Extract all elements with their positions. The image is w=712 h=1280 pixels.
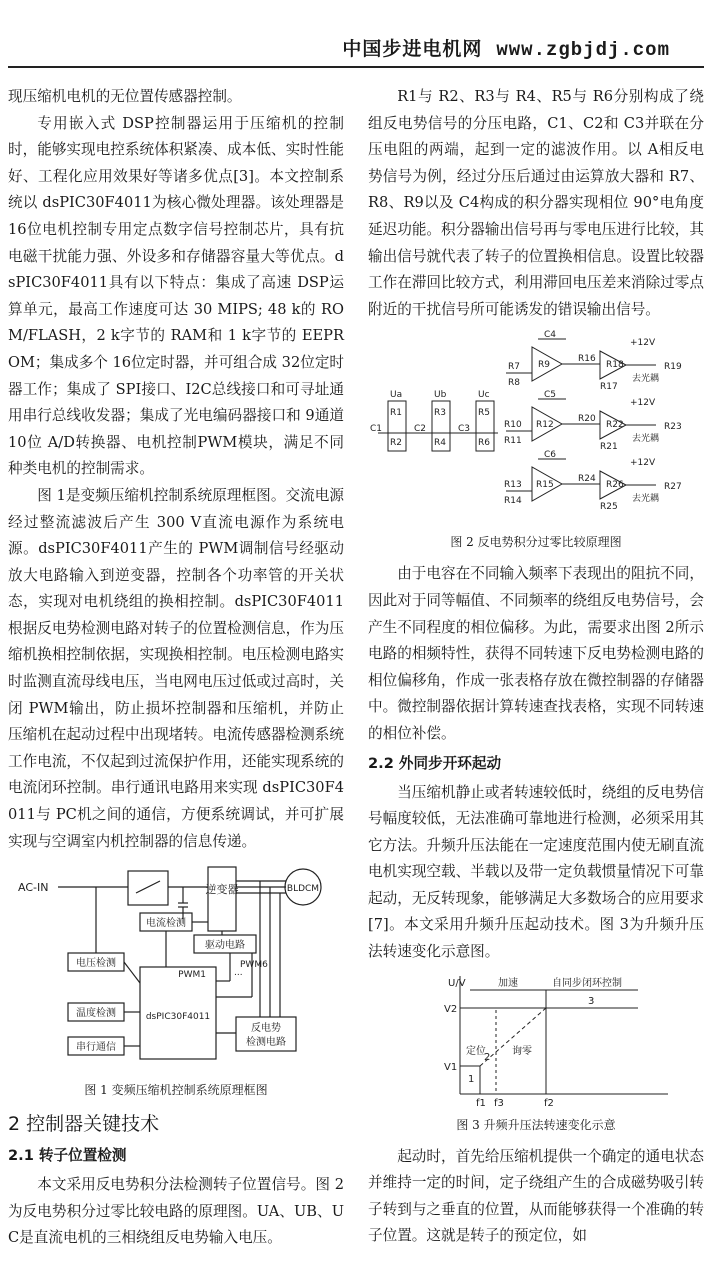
- figure-1-diagram: [8, 863, 344, 1073]
- fig2-opto-c: 去光耦: [632, 494, 660, 505]
- fig2-r4: R4: [434, 438, 446, 449]
- fig2-r16: R16: [578, 354, 596, 365]
- fig2-r26: R26: [606, 480, 624, 491]
- fig2-r1: R1: [390, 408, 402, 419]
- right-paragraph-4: 起动时，首先给压缩机提供一个确定的通电状态并维持一定的时间，定子绕组产生的合成磁势吸引转子转到与之垂直的位置，从而能够获得一个准确的转子位置。这就是转子的预定位，如: [368, 1147, 704, 1245]
- fig2-r7: R7: [508, 362, 520, 373]
- fig2-ua: Ua: [390, 390, 403, 401]
- fig2-r11: R11: [504, 436, 522, 447]
- fig2-c6: C6: [544, 450, 557, 461]
- fig2-r13: R13: [504, 480, 522, 491]
- fig2-r20: R20: [578, 414, 596, 425]
- figure-2: [368, 329, 704, 551]
- figure-1: [8, 863, 344, 1099]
- fig1-bemf-1: 反电势: [251, 1023, 281, 1035]
- left-paragraph-3: 图 1是变频压缩机控制系统原理框图。交流电源经过整流滤波后产生 300 V直流电源作为系统电源。dsPIC30F4011产生的 PWM调制信号经驱动放大电路输入到逆变器，控制各个功率管的开关状态，实现对电机绕组的换相控制。dsPIC30F4011根据反电势检测电路对转子的位置检测信息，作为压缩机换相控制依据，实现换相控制。电压检测电路实时监测直流母线电压，当电网电压过低或过高时，关闭 PWM输出，防止损坏控制器和压缩机，并防止压缩机在起动过程中出现堵转。电流传感器检测系统工作电流，不仅起到过流保护作用，还能实现系统的电流闭环控制。串行通讯电路用来实现 dsPIC30F4011与 PC机之间的通信，方便系统调试，并可扩展实现与空调室内机控制器的信息传递。: [8, 486, 344, 850]
- left-paragraph-2: 专用嵌入式 DSP控制器运用于压缩机的控制时，能够实现电控系统体积紧凑、成本低、实时性能好、工程化应用效果好等诸多优点[3]。本文控制系统以 dsPIC30F4011为核心微处理器。该处理器是 16位电机控制专用定点数字信号控制芯片，具有抗电磁干扰能力强、外设多和存储器容量大等优点。dsPIC30F4011具有以下特点：集成了高速 DSP运算单元，最高工作速度可达 30 MIPS; 48 k的 ROM/FLASH，2 k字节的 RAM和 1 k字节的 EEPROM；集成多个 16位定时器，并可组合成 32位定时器工作；集成了 SPI接口、I2C总线接口和可寻址通用串行总线收发器；集成了光电编码器接口和 9通道 10位 A/D转换器、电机控制PWM模块，满足不同种类电机的控制需求。: [8, 114, 345, 478]
- fig2-c3: C3: [458, 424, 471, 435]
- right-paragraph-3: 当压缩机静止或者转速较低时，绕组的反电势信号幅度较低，无法准确可靠地进行检测，必须采用其它方法。升频升压法能在一定速度范围内使无刷直流电机实现空载、半载以及带一定负载惯量情况下可靠起动，无反转现象，能够满足大多数场合的应用要求[7]。本文采用升频升压起动技术。图 3为升频升压法转速变化示意图。: [368, 783, 704, 961]
- fig2-r14: R14: [504, 496, 522, 507]
- fig2-c5: C5: [544, 390, 557, 401]
- fig2-r6: R6: [478, 438, 490, 449]
- fig2-r5: R5: [478, 408, 490, 419]
- right-column: [368, 84, 704, 1250]
- fig3-f2: f2: [544, 1097, 554, 1108]
- fig3-region-1: 1: [468, 1073, 475, 1085]
- fig2-vcc-b: +12V: [630, 398, 656, 409]
- fig1-mcu: dsPIC30F4011: [145, 1012, 211, 1023]
- fig3-stage-sync: 自同步闭环控制: [552, 977, 622, 989]
- fig2-uc: Uc: [478, 390, 490, 401]
- fig2-ub: Ub: [434, 390, 447, 401]
- fig2-vcc-c: +12V: [630, 458, 656, 469]
- fig2-opto-a: 去光耦: [632, 374, 660, 385]
- fig1-serial: 串行通信: [76, 1042, 116, 1054]
- left-paragraph-1: 现压缩机电机的无位置传感器控制。: [8, 88, 242, 105]
- figure-1-caption: 图 1 变频压缩机控制系统原理框图: [84, 1083, 268, 1098]
- fig2-c4: C4: [544, 330, 557, 341]
- fig1-voltage-detect: 电压检测: [76, 958, 116, 970]
- fig1-temp-detect: 温度检测: [76, 1008, 116, 1020]
- fig2-r27: R27: [664, 482, 682, 493]
- site-url: www.zgbjdj.com: [496, 39, 670, 61]
- site-title: [342, 34, 670, 61]
- site-name: 中国步进电机网: [342, 38, 483, 60]
- fig3-v2: V2: [444, 1003, 458, 1015]
- fig1-drive-circuit: 驱动电路: [205, 940, 245, 952]
- fig3-locate: 定位: [466, 1045, 486, 1057]
- page-header: [0, 0, 712, 66]
- section-2-2-title: 2.2 外同步开环起动: [368, 754, 502, 772]
- fig2-r15: R15: [536, 480, 554, 491]
- fig2-r17: R17: [600, 382, 618, 393]
- fig2-r24: R24: [578, 474, 596, 485]
- section-2-1-title: 2.1 转子位置检测: [8, 1147, 127, 1165]
- fig1-inverter: 逆变器: [205, 883, 239, 897]
- fig3-region-3: 3: [588, 995, 595, 1007]
- fig2-r12: R12: [536, 420, 554, 431]
- fig1-pwm1: PWM1: [178, 970, 206, 981]
- left-paragraph-4: 本文采用反电势积分法检测转子位置信号。图 2为反电势积分过零比较电路的原理图。UA、UB、UC是直流电机的三相绕组反电势输入电压。: [8, 1176, 344, 1247]
- fig2-r22: R22: [606, 420, 624, 431]
- fig3-zero-cross: 询零: [512, 1045, 532, 1057]
- fig2-r23: R23: [664, 422, 682, 433]
- fig1-bemf-2: 检测电路: [246, 1037, 286, 1049]
- fig1-dots: ...: [234, 968, 243, 979]
- fig3-ylabel: U/V: [448, 977, 466, 989]
- right-paragraph-2: 由于电容在不同输入频率下表现出的阻抗不同，因此对于同等幅值、不同频率的绕组反电势信号，会产生不同程度的相位偏移。为此，需要求出图 2所示电路的相频特性，获得不同转速下反电势检测电路的相位偏移角，作成一张表格存放在微控制器的存储器中。微控制器依据计算转速查找表格，实现不同转速的相位补偿。: [368, 565, 704, 742]
- figure-2-caption: 图 2 反电势积分过零比较原理图: [450, 535, 622, 550]
- fig1-pwm6: PWM6: [240, 960, 268, 971]
- fig2-r21: R21: [600, 442, 618, 453]
- fig3-f3: f3: [494, 1097, 504, 1108]
- fig2-vcc-a: +12V: [630, 338, 656, 349]
- fig1-current-detect: 电流检测: [146, 918, 186, 930]
- fig1-inverter-label: [206, 882, 239, 896]
- fig2-r18: R18: [606, 360, 624, 371]
- fig2-c1: C1: [370, 424, 383, 435]
- right-paragraph-1: R1与 R2、R3与 R4、R5与 R6分别构成了绕组反电势信号的分压电路，C1、C2和 C3并联在分压电阻的两端，起到一定的滤波作用。以 A相反电势信号为例，经过分压后通过由运算放大器和 R7、R8、R9以及 C4构成的积分器实现相位 90°电角度延迟功能。积分器输出信号再与零电压进行比较，其输出信号就代表了转子的位置换相信息。设置比较器工作在滞回比较方式，利用滞回电压差来消除过零点附近的干扰信号所可能诱发的错误输出信号。: [368, 88, 704, 318]
- fig3-stage-accel: 加速: [498, 977, 518, 989]
- fig2-r19: R19: [664, 362, 682, 373]
- fig2-r25: R25: [600, 502, 618, 513]
- figure-3-plot: [368, 970, 704, 1108]
- fig2-r3: R3: [434, 408, 446, 419]
- fig2-opto-b: 去光耦: [632, 434, 660, 445]
- left-column: [8, 84, 344, 1252]
- fig3-region-2: 2: [484, 1051, 491, 1063]
- fig3-v1: V1: [444, 1061, 458, 1073]
- fig2-r10: R10: [504, 420, 522, 431]
- figure-2-circuit: [368, 329, 704, 525]
- fig2-c2: C2: [414, 424, 427, 435]
- figure-3-caption: 图 3 升频升压法转速变化示意: [456, 1117, 616, 1132]
- section-2-title: 2 控制器关键技术: [8, 1113, 160, 1136]
- fig3-f1: f1: [476, 1097, 486, 1108]
- fig2-r8: R8: [508, 378, 520, 389]
- fig1-motor: BLDCM: [286, 884, 320, 895]
- fig2-r9: R9: [538, 360, 550, 371]
- header-rule: [8, 66, 704, 68]
- figure-3: [368, 970, 704, 1134]
- fig1-ac-in: AC-IN: [18, 881, 49, 895]
- fig2-r2: R2: [390, 438, 402, 449]
